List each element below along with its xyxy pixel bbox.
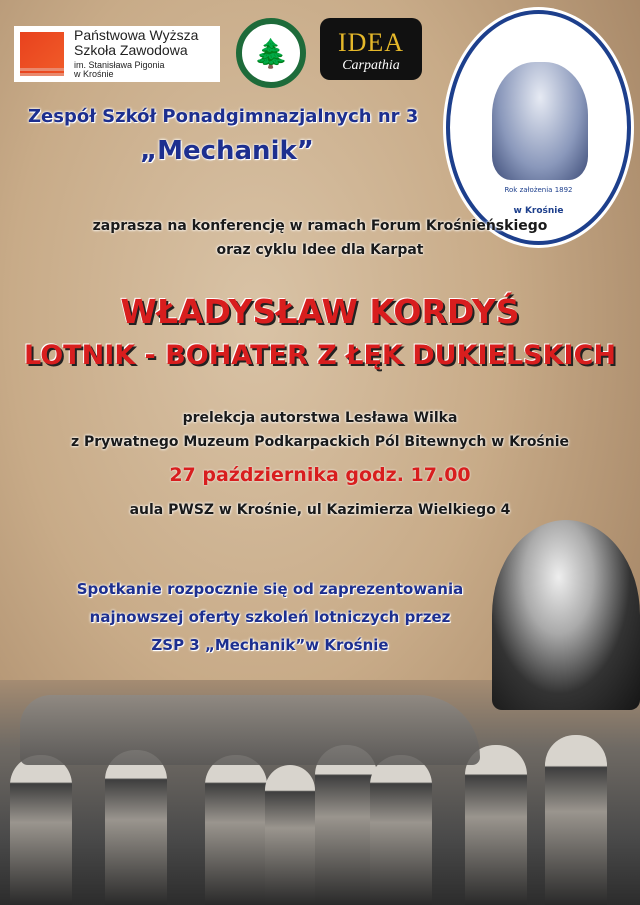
pwsz-line1: Państwowa Wyższa [74,27,199,44]
title-line1: WŁADYSŁAW KORDYŚ [120,292,520,331]
invite-line1: zaprasza na konferencję w ramach Forum Krośnieńskiego [92,218,548,234]
note-line3: ZSP 3 „Mechanik”w Krośnie [151,636,389,654]
staszic-portrait [492,62,588,180]
pwsz-logo [14,26,220,82]
lecture-museum: z Prywatnego Muzeum Podkarpackich Pól Bitewnych w Krośnie [70,434,570,450]
idea-carpathia-logo [320,18,422,80]
pwsz-line2: Szkoła Zawodowa [74,42,188,59]
title-line2: LOTNIK - BOHATER Z ŁĘK DUKIELSKICH [23,340,617,371]
museum-logo [236,18,306,88]
school-title: Zespół Szkół Ponadgimnazjalnych nr 3 [28,106,419,127]
invite-line2: oraz cyklu Idee dla Karpat [216,242,424,258]
note-line1: Spotkanie rozpocznie się od zaprezentowania [76,580,464,598]
aircraft-image [20,695,480,765]
carpathia-text: Carpathia [342,58,400,73]
pwsz-line3: im. Stanisława Pigonia [74,59,165,70]
event-venue: aula PWSZ w Krośnie, ul Kazimierza Wielkiego 4 [129,502,511,518]
tree-icon: 🌲 [253,36,289,70]
lecture-author: prelekcja autorstwa Lesława Wilka [182,410,458,426]
kordys-portrait [492,520,640,710]
idea-text: IDEA [337,28,405,57]
event-date: 27 października godz. 17.00 [169,464,471,486]
school-name: „Mechanik” [140,136,314,166]
seal-founded: Rok założenia 1892 [504,186,573,194]
seal-city: w Krośnie [513,206,564,216]
pwsz-book-icon [20,32,64,76]
school-seal [446,10,631,245]
pwsz-line4: w Krośnie [74,69,114,80]
note-line2: najnowszej oferty szkoleń lotniczych przez [89,608,451,626]
